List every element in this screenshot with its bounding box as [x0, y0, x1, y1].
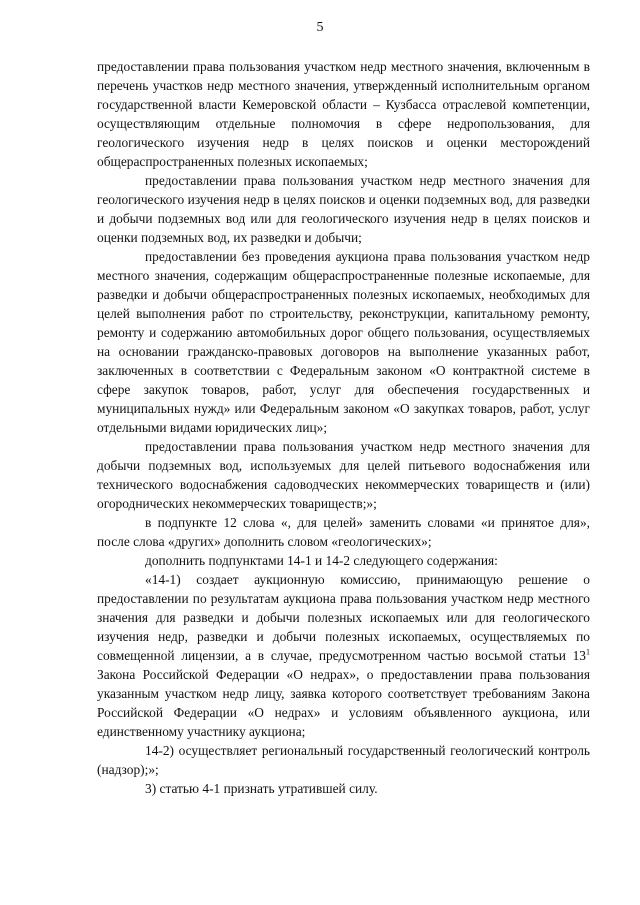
page-number: 5 — [316, 20, 324, 35]
paragraph-7-text-start: «14-1) создает аукционную комиссию, принимающую решение о предоставлении по результатам аукциона права пользования участком недр местного значения для разведки и добычи полезных ископаемых или для геологического изучения недр, разведки и добычи полезных ископаемых, осуществляемых по совмещенной лицензии, а в случае, предусмотренном частью восьмой статьи 13 — [97, 572, 590, 663]
paragraph-4: предоставлении права пользования участком недр местного значения для добычи подземных вод, используемых для целей питьевого водоснабжения или технического водоснабжения садоводческих некоммерческих товариществ и (или) огороднических некоммерческих товариществ;»; — [97, 439, 590, 511]
paragraph-7 — [97, 570, 590, 741]
paragraph-3: предоставлении без проведения аукциона права пользования участком недр местного значения, содержащим общераспространенные полезные ископаемые, для разведки и добычи общераспространенных полезных ископаемых, необходимых для целей выполнения работ по строительству, реконструкции, капитальному ремонту, ремонту и содержанию автомобильных дорог общего пользования, осуществляемых на основании гражданско-правовых договоров на выполнение указанных работ, заключенных в соответствии с Федеральным законом «О контрактной системе в сфере закупок товаров, работ, услуг для обеспечения государственных и муниципальных нужд» или Федеральным законом «О закупках товаров, работ, услуг отдельными видами юридических лиц»; — [97, 249, 590, 435]
paragraph-6: дополнить подпунктами 14-1 и 14-2 следующего содержания: — [145, 553, 498, 568]
paragraph-7-text-end: Закона Российской Федерации «О недрах», о предоставлении права пользования указанным участком недр лицу, заявка которого соответствует требованиям Закона Российской Федерации «О недрах» и условиям объявленного аукциона, или единственному участнику аукциона; — [97, 667, 590, 739]
article-superscript: 1 — [586, 647, 590, 657]
paragraph-1: предоставлении права пользования участком недр местного значения, включенным в перечень участков недр местного значения, утвержденный исполнительным органом государственной власти Кемеровской области – Кузбасса отраслевой компетенции, осуществляющим отдельные полномочия в сфере недропользования, для геологического изучения недр в целях поисков и оценки месторождений общераспространенных полезных ископаемых; — [97, 59, 590, 169]
body-text — [97, 57, 590, 798]
paragraph-5: в подпункте 12 слова «, для целей» заменить словами «и принятое для», после слова «других» дополнить словом «геологических»; — [97, 515, 590, 549]
paragraph-2: предоставлении права пользования участком недр местного значения для геологического изучения недр в целях поисков и оценки подземных вод, для разведки и добычи подземных вод или для геологического изучения недр в целях поисков и оценки подземных вод, их разведки и добычи; — [97, 173, 590, 245]
paragraph-8: 14-2) осуществляет региональный государственный геологический контроль (надзор);»; — [97, 743, 590, 777]
paragraph-9: 3) статью 4-1 признать утратившей силу. — [145, 781, 378, 796]
